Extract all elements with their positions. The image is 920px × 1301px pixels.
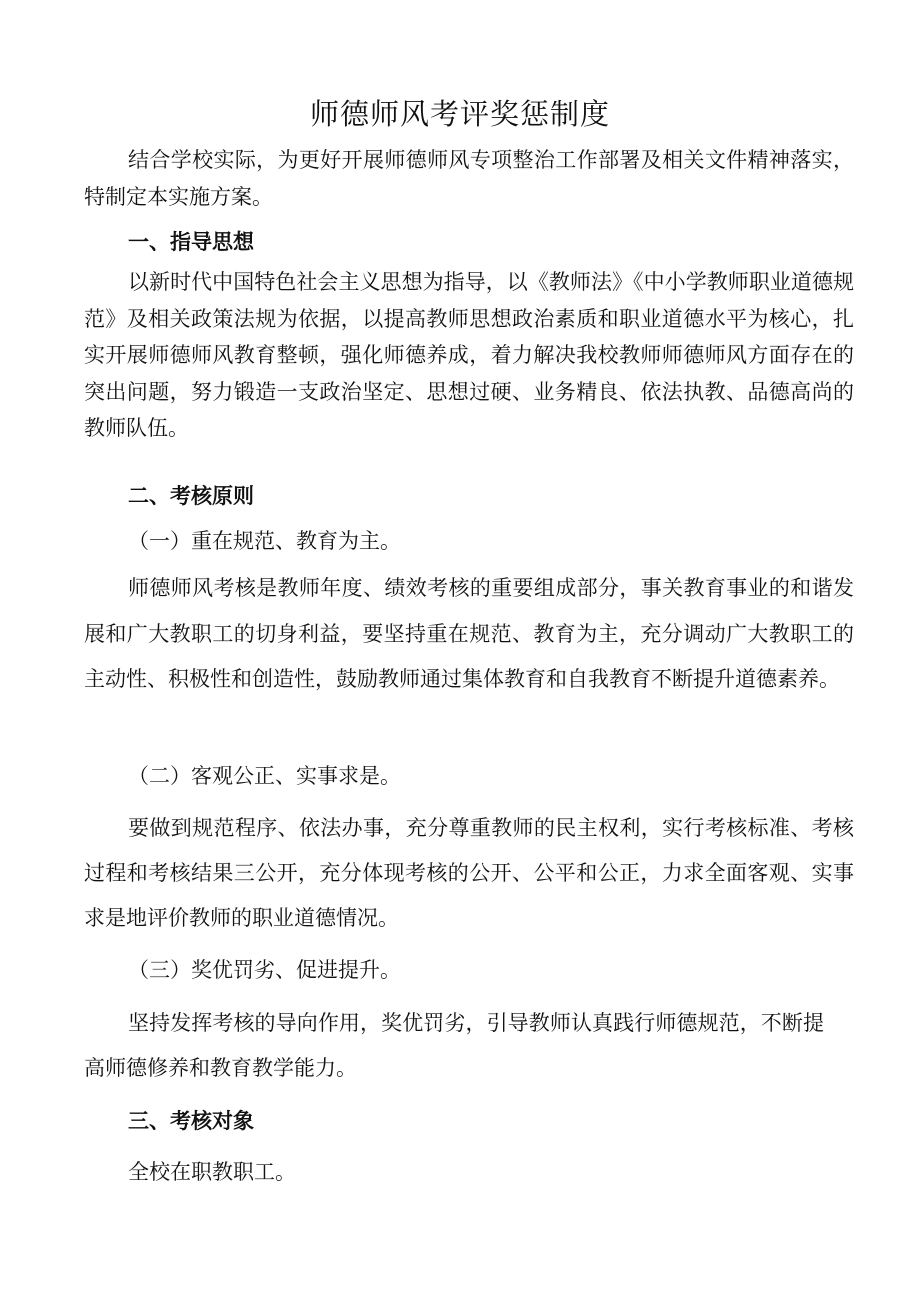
principle-2-paragraph: 要做到规范程序、依法办事，充分尊重教师的民主权利，实行考核标准、考核过程和考核结果三公开，充分体现考核的公开、公平和公正，力求全面客观、实事求是地评价教师的职业道德情况。	[84, 816, 854, 930]
guiding-ideology-paragraph: 以新时代中国特色社会主义思想为指导，以《教师法》《中小学教师职业道德规范》及相关政策法规为依据，以提高教师思想政治素质和职业道德水平为核心，扎实开展师德师风教育整顿，强化师德养成，着力解决我校教师师德师风方面存在的突出问题，努力锻造一支政治坚定、思想过硬、业务精良、依法执教、品德高尚的教师队伍。	[84, 270, 854, 440]
assessment-targets-paragraph: 全校在职教职工。	[128, 1160, 296, 1184]
intro-paragraph: 结合学校实际，为更好开展师德师风专项整治工作部署及相关文件精神落实，特制定本实施方案。	[84, 148, 854, 209]
principle-2-title: （二）客观公正、实事求是。	[128, 764, 401, 788]
document-title: 师德师风考评奖惩制度	[309, 97, 610, 131]
principle-3-title: （三）奖优罚劣、促进提升。	[128, 958, 401, 982]
section-heading-assessment-targets: 三、考核对象	[128, 1109, 254, 1133]
principle-3-paragraph: 坚持发挥考核的导向作用，奖优罚劣，引导教师认真践行师德规范，不断提高师德修养和教育教学能力。	[84, 1011, 824, 1080]
principle-1-paragraph: 师德师风考核是教师年度、绩效考核的重要组成部分，事关教育事业的和谐发展和广大教职工的切身利益，要坚持重在规范、教育为主，充分调动广大教职工的主动性、积极性和创造性，鼓励教师通过集体教育和自我教育不断提升道德素养。	[84, 576, 854, 691]
section-heading-assessment-principles: 二、考核原则	[128, 484, 254, 508]
principle-1-title: （一）重在规范、教育为主。	[128, 529, 401, 553]
section-heading-guiding-ideology: 一、指导思想	[128, 230, 254, 254]
